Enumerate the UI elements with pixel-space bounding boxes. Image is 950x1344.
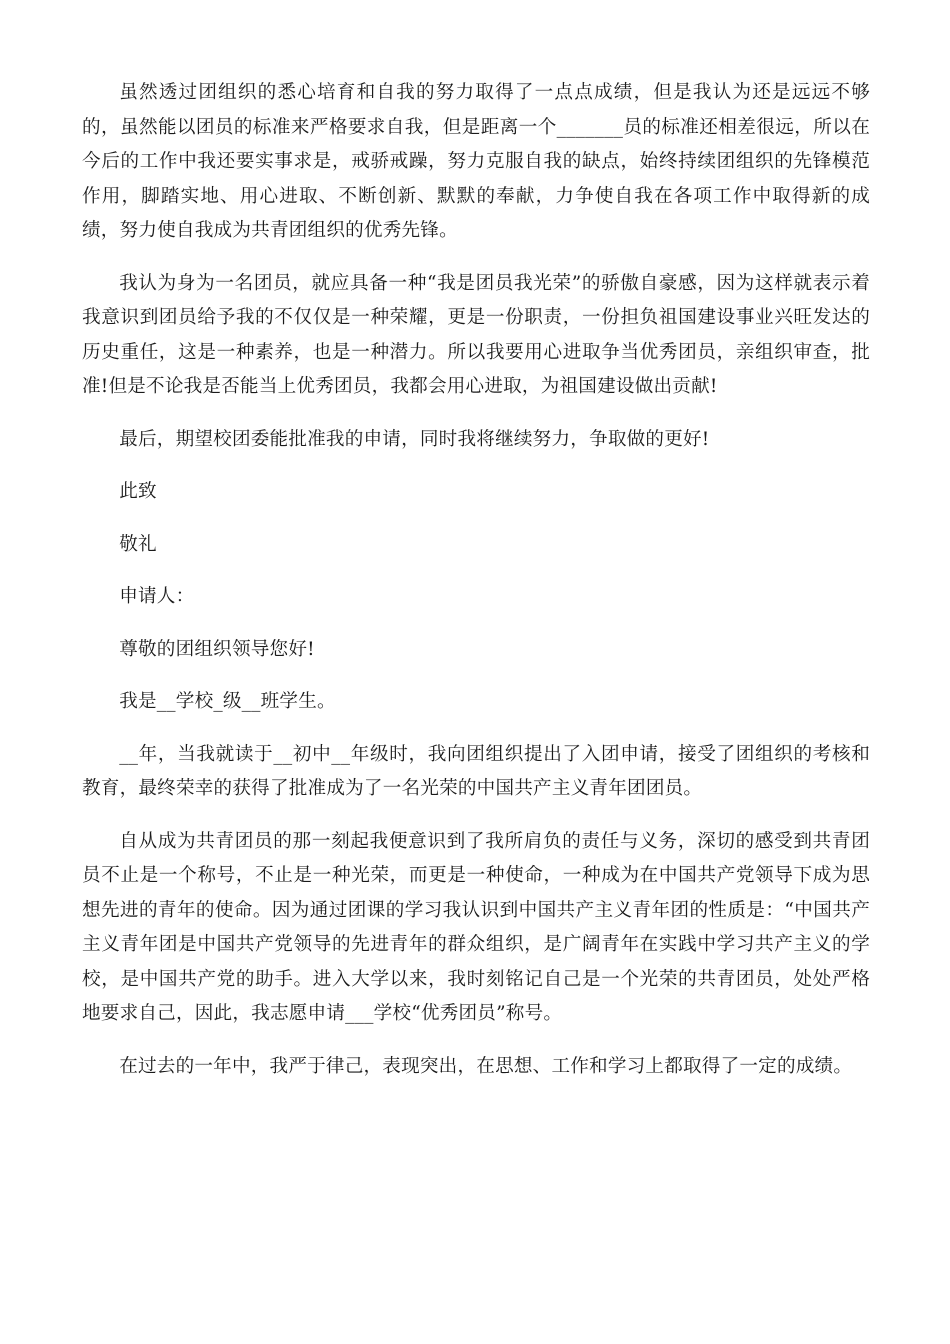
closing-regards: 敬礼 xyxy=(119,533,157,555)
student-intro: 我是__学校_级__班学生。 xyxy=(119,691,336,712)
greeting: 尊敬的团组织领导您好! xyxy=(119,638,315,660)
document-body xyxy=(82,76,870,1102)
paragraph-3: 最后，期望校团委能批准我的申请，同时我将继续努力，争取做的更好! xyxy=(119,428,710,450)
paragraph-2: 我认为身为一名团员，就应具备一种“我是团员我光荣”的骄傲自豪感，因为这样就表示着我意识到团员给予我的不仅仅是一种荣耀，更是一份职责，一份担负祖国建设事业兴旺发达的历史重任，这是一种素养，也是一种潜力。所以我要用心进取争当优秀团员，亲组织审查，批准!但是不论我是否能当上优秀团员，我都会用心进取，为祖国建设做出贡献! xyxy=(82,272,870,397)
paragraph-10: 自从成为共青团员的那一刻起我便意识到了我所肩负的责任与义务，深切的感受到共青团员不止是一个称号，不止是一种光荣，而更是一种使命，一种成为在中国共产党领导下成为思想先进的青年的使命。因为通过团课的学习我认识到中国共产主义青年团的性质是：“中国共产主义青年团是中国共产党领导的先进青年的群众组织，是广阔青年在实践中学习共产主义的学校，是中国共产党的助手。进入大学以来，我时刻铭记自己是一个光荣的共青团员，处处严格地要求自己，因此，我志愿申请___学校“优秀团员”称号。 xyxy=(82,830,870,1024)
applicant-label: 申请人： xyxy=(119,586,195,607)
paragraph-1: 虽然透过团组织的悉心培育和自我的努力取得了一点点成绩，但是我认为还是远远不够的，虽然能以团员的标准来严格要求自我，但是距离一个_______员的标准还相差很远，所以在今后的工作中我还要实事求是，戒骄戒躁，努力克服自我的缺点，始终持续团组织的先锋模范作用，脚踏实地、用心进取、不断创新、默默的奉献，力争使自我在各项工作中取得新的成绩，努力使自我成为共青团组织的优秀先锋。 xyxy=(82,82,870,241)
closing-salutation: 此致 xyxy=(119,481,157,502)
paragraph-9: __年，当我就读于__初中__年级时，我向团组织提出了入团申请，接受了团组织的考核和教育，最终荣幸的获得了批准成为了一名光荣的中国共产主义青年团团员。 xyxy=(82,743,870,799)
paragraph-11: 在过去的一年中，我严于律己，表现突出，在思想、工作和学习上都取得了一定的成绩。 xyxy=(119,1055,853,1077)
